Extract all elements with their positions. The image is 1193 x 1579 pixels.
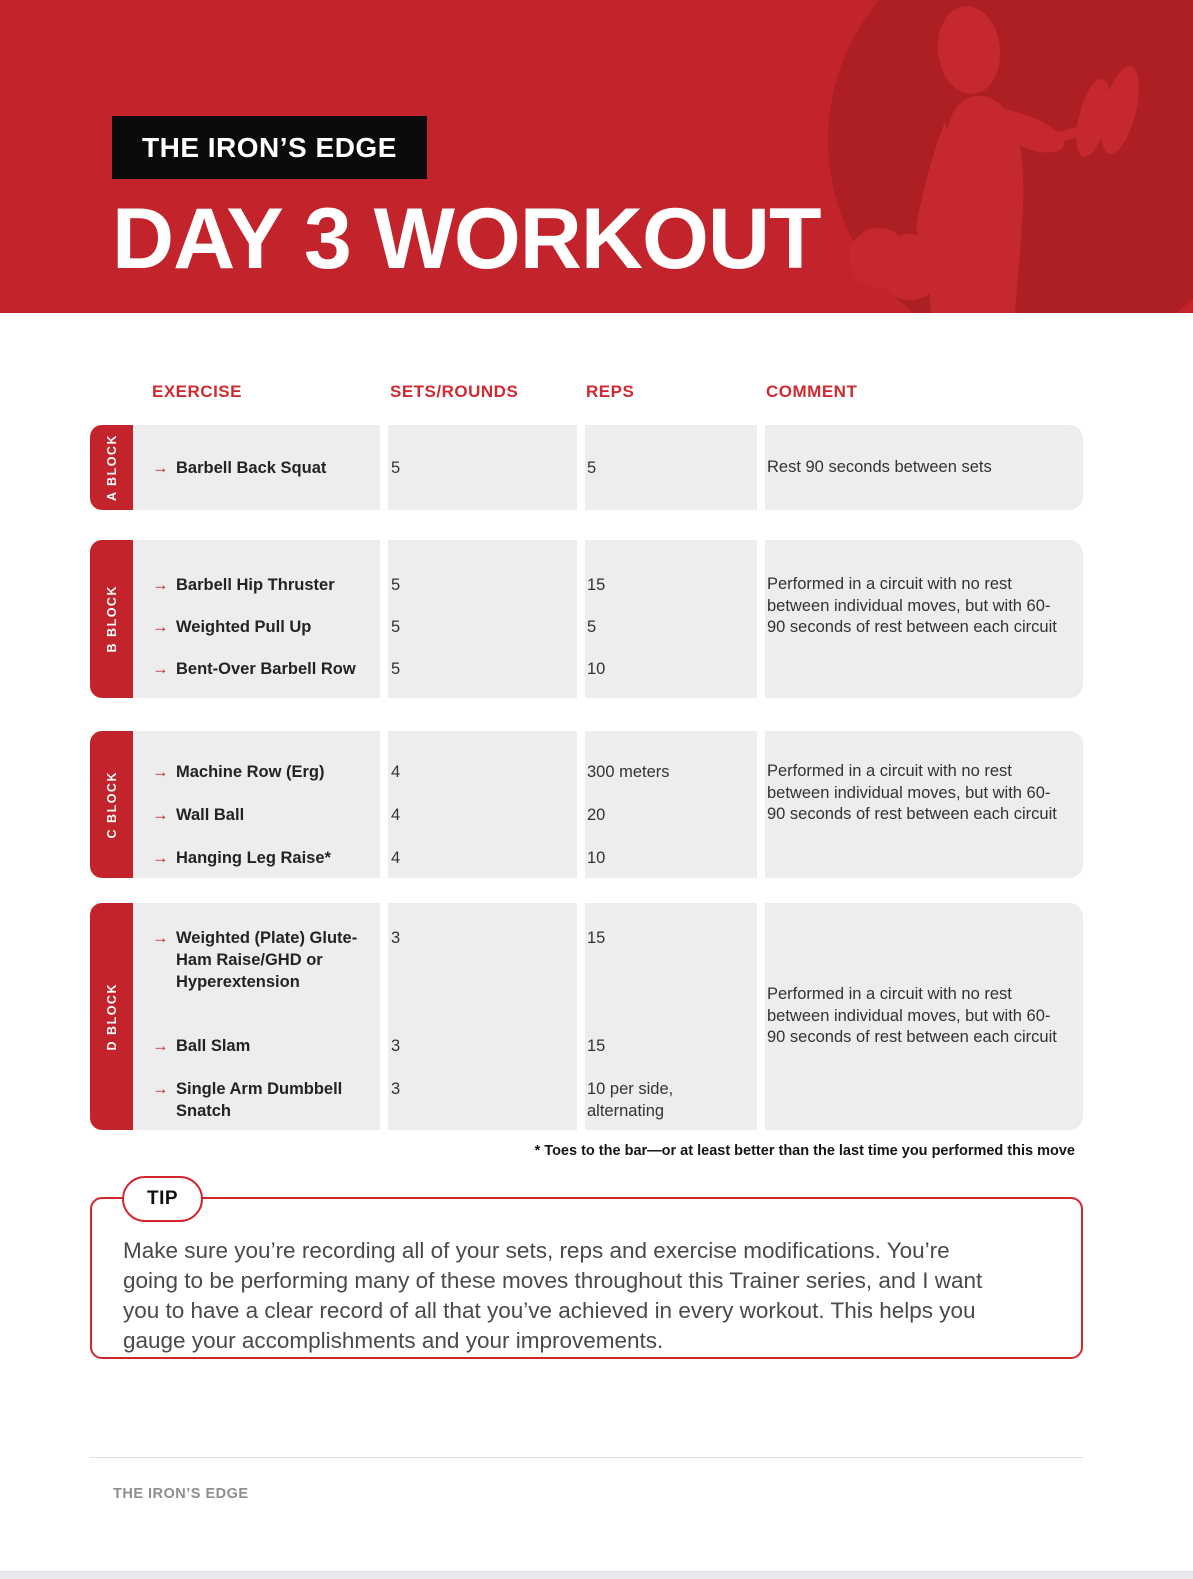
block-b-label: B BLOCK [104,585,119,653]
block-c-tab [90,731,133,878]
brand-badge: THE IRON’S EDGE [112,116,427,179]
exercise-name: Weighted (Plate) Glute-Ham Raise/GHD or Hyperextension [176,929,358,991]
reps-value: 15 [587,929,606,947]
table-header-row [90,382,1083,402]
sets-value: 3 [391,1037,401,1055]
comment-text: Rest 90 seconds between sets [767,457,992,476]
block-c-sets-column [388,731,577,878]
block-a-comment [765,425,1083,510]
reps-value: 20 [587,806,606,824]
sets-value: 5 [391,660,401,678]
sets-value: 5 [391,618,401,636]
table-row [152,761,370,794]
reps-value: 5 [587,458,597,477]
block-b-reps-column [585,540,757,698]
exercise-name: Wall Ball [176,806,245,824]
comment-text: Performed in a circuit with no rest between individual moves, but with 60-90 seconds of rest between each circuit [767,575,1057,636]
block-c-comment [765,731,1083,878]
column-header-reps: REPS [586,382,635,401]
table-row [152,1078,370,1122]
block-d-exercise-column [133,903,380,1130]
reps-value: 15 [587,1037,606,1055]
reps-value: 10 [587,849,606,867]
sets-value: 4 [391,763,401,781]
sets-value: 3 [391,1080,401,1098]
exercise-name: Barbell Back Squat [176,458,327,477]
block-b-sets-column [388,540,577,698]
arrow-icon: → [152,929,169,947]
block-b-comment [765,540,1083,698]
block-a-tab [90,425,133,510]
comment-text: Performed in a circuit with no rest between individual moves, but with 60-90 seconds of rest between each circuit [767,762,1057,823]
block-d-label: D BLOCK [104,982,119,1051]
tip-badge: TIP [122,1176,203,1222]
arrow-icon: → [152,849,169,867]
block-d-sets-column [388,903,577,1130]
block-c-exercise-column [133,731,380,878]
block-c [90,731,1083,878]
block-a [90,425,1083,510]
table-row [152,847,370,869]
table-row [152,616,370,648]
arrow-icon: → [152,660,169,678]
block-a-exercise-column [133,425,380,510]
arrow-icon: → [152,576,169,594]
column-header-comment: COMMENT [766,382,858,401]
exercise-name: Barbell Hip Thruster [176,576,335,594]
workout-table [90,382,1083,1502]
reps-value: 15 [587,576,606,594]
arrow-icon: → [152,763,169,781]
table-row [152,658,370,680]
block-a-sets-column [388,425,577,510]
block-c-label: C BLOCK [104,770,119,839]
block-d-tab [90,903,133,1130]
arrow-icon: → [152,458,169,477]
arrow-icon: → [152,1037,169,1055]
page-header [0,0,1193,313]
block-b-exercise-column [133,540,380,698]
exercise-name: Ball Slam [176,1037,251,1055]
block-d-comment [765,903,1083,1130]
block-a-reps-column [585,425,757,510]
table-row [152,927,370,1025]
block-d-reps-column [585,903,757,1130]
column-header-exercise: EXERCISE [152,382,242,401]
exercise-name: Single Arm Dumbbell Snatch [176,1080,343,1120]
tip-box [90,1188,1083,1359]
block-b-tab [90,540,133,698]
arrow-icon: → [152,806,169,824]
sets-value: 5 [391,458,401,477]
block-a-label: A BLOCK [104,434,119,501]
block-d [90,903,1083,1130]
sets-value: 5 [391,576,401,594]
block-b [90,540,1083,698]
table-row [152,574,370,606]
sets-value: 4 [391,806,401,824]
reps-value: 10 [587,660,606,678]
sets-value: 3 [391,929,401,947]
block-c-reps-column [585,731,757,878]
table-row [152,1035,370,1068]
sets-value: 4 [391,849,401,867]
arrow-icon: → [152,1080,169,1098]
arrow-icon: → [152,618,169,636]
footer-brand: THE IRON’S EDGE [113,1486,249,1502]
exercise-name: Hanging Leg Raise* [176,849,331,867]
reps-value: 300 meters [587,763,670,781]
reps-value: 10 per side, alternating [587,1080,674,1120]
table-row [152,457,370,479]
exercise-name: Bent-Over Barbell Row [176,660,356,678]
exercise-name: Weighted Pull Up [176,618,312,636]
reps-value: 5 [587,618,597,636]
footnote: * Toes to the bar—or at least better than the last time you performed this move [534,1143,1075,1159]
page-title: DAY 3 WORKOUT [112,191,821,287]
tip-text: Make sure you’re recording all of your sets, reps and exercise modifications. You’re going to be performing many of these moves throughout this Trainer series, and I want you to have a clear record of all that you’ve achieved in every workout. This helps you gauge your accomplishments and your improvements. [123,1238,983,1353]
page-edge-strip [0,1571,1193,1579]
column-header-sets-rounds: SETS/ROUNDS [390,382,519,401]
comment-text: Performed in a circuit with no rest between individual moves, but with 60-90 seconds of rest between each circuit [767,985,1057,1047]
exercise-name: Machine Row (Erg) [176,763,325,781]
table-row [152,804,370,837]
footer-divider [90,1457,1083,1458]
